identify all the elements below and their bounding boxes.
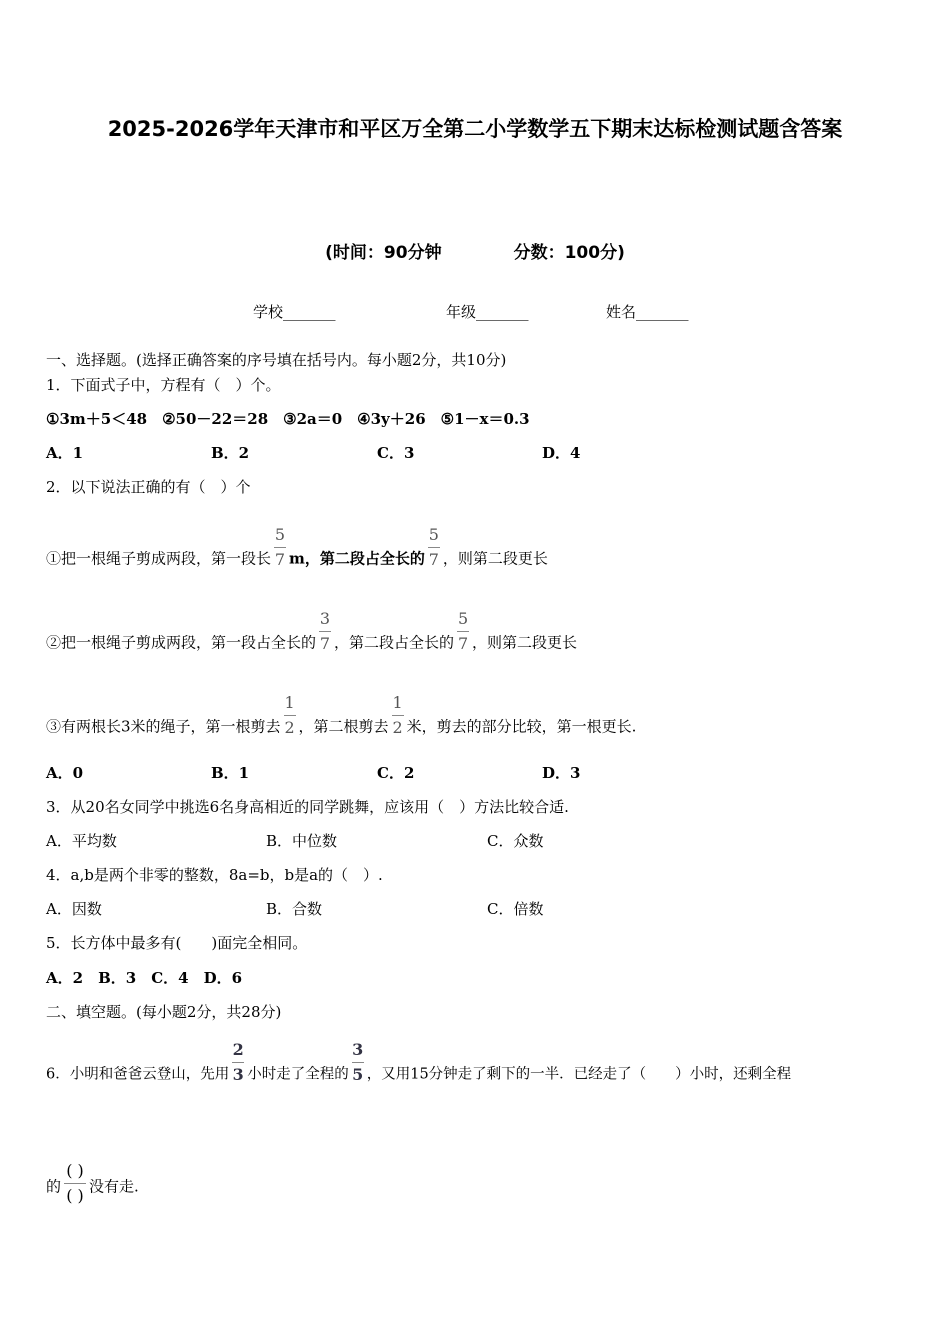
fraction bbox=[319, 609, 331, 654]
denominator: 5 bbox=[352, 1065, 364, 1084]
time-limit: (时间：90分钟 bbox=[325, 243, 442, 263]
q1-option-d[interactable]: D．4 bbox=[542, 444, 581, 462]
text: ，又用15分钟走了剩下的一半．已经走了（ ）小时，还剩全程 bbox=[366, 1066, 792, 1083]
text: 没有走. bbox=[89, 1177, 139, 1196]
denominator: 3 bbox=[232, 1065, 244, 1084]
q4-option-a[interactable]: A．因数 bbox=[46, 900, 102, 918]
text: ，第二段占全长的 bbox=[334, 633, 455, 652]
q6-line1 bbox=[46, 1040, 792, 1097]
text: m，第二段占全长的 bbox=[289, 549, 425, 568]
q3-option-b[interactable]: B．中位数 bbox=[266, 832, 338, 850]
denominator: 7 bbox=[428, 550, 439, 569]
q2-option-a[interactable]: A．0 bbox=[46, 764, 84, 782]
q3-option-a[interactable]: A．平均数 bbox=[46, 832, 117, 850]
q2-stem: 2．以下说法正确的有（ ）个 bbox=[46, 478, 251, 496]
fraction bbox=[428, 525, 440, 570]
q6-line2 bbox=[46, 1161, 139, 1210]
fraction bbox=[457, 609, 469, 654]
q4-option-b[interactable]: B．合数 bbox=[266, 900, 323, 918]
q2-option-d[interactable]: D．3 bbox=[542, 764, 581, 782]
fraction bbox=[284, 693, 296, 738]
numerator: 5 bbox=[457, 609, 469, 628]
q1-option-a[interactable]: A．1 bbox=[46, 444, 84, 462]
q2-statement-3 bbox=[46, 693, 637, 750]
section2-heading: 二、填空题。(每小题2分，共28分) bbox=[46, 1003, 282, 1021]
q3-stem: 3．从20名女同学中挑选6名身高相近的同学跳舞，应该用（ ）方法比较合适. bbox=[46, 798, 569, 816]
document-title: 2025-2026学年天津市和平区万全第二小学数学五下期末达标检测试题含答案 bbox=[107, 117, 843, 141]
text: ，第二根剪去 bbox=[298, 717, 389, 736]
q1-stem: 1．下面式子中，方程有（ ）个。 bbox=[46, 376, 281, 394]
numerator: 3 bbox=[352, 1040, 364, 1059]
q4-stem: 4．a,b是两个非零的整数，8a=b，b是a的（ ）. bbox=[46, 866, 383, 884]
text: 米，剪去的部分比较，第一根更长. bbox=[406, 717, 637, 736]
denominator: 2 bbox=[284, 718, 295, 737]
fraction bbox=[232, 1040, 244, 1085]
q5-stem: 5．长方体中最多有( )面完全相同。 bbox=[46, 934, 308, 952]
numerator: 5 bbox=[428, 525, 439, 544]
numerator: 3 bbox=[319, 609, 331, 628]
q5-options[interactable]: A．2 B．3 C．4 D．6 bbox=[46, 969, 243, 987]
text: 的 bbox=[46, 1177, 62, 1196]
text: ③有两根长3米的绳子，第一根剪去 bbox=[46, 717, 281, 736]
q1-option-b[interactable]: B．2 bbox=[211, 444, 250, 462]
numerator: 1 bbox=[284, 693, 295, 712]
q4-option-c[interactable]: C．倍数 bbox=[487, 900, 544, 918]
q2-option-b[interactable]: B．1 bbox=[211, 764, 250, 782]
q2-statement-2 bbox=[46, 609, 578, 666]
denominator: 2 bbox=[392, 718, 403, 737]
exam-meta bbox=[0, 238, 950, 263]
denominator: 7 bbox=[274, 550, 286, 569]
numerator: 2 bbox=[232, 1040, 244, 1059]
text: ②把一根绳子剪成两段，第一段占全长的 bbox=[46, 633, 317, 652]
q2-statement-1 bbox=[46, 525, 548, 582]
name-field: 姓名_______ bbox=[606, 303, 689, 321]
school-field: 学校_______ bbox=[253, 303, 336, 321]
denominator: 7 bbox=[319, 634, 331, 653]
total-score: 分数：100分) bbox=[513, 243, 625, 263]
q2-option-c[interactable]: C．2 bbox=[377, 764, 415, 782]
numerator: 1 bbox=[392, 693, 403, 712]
text: 6．小明和爸爸云登山，先用 bbox=[46, 1066, 230, 1083]
q3-option-c[interactable]: C．众数 bbox=[487, 832, 544, 850]
numerator: 5 bbox=[274, 525, 286, 544]
q1-option-c[interactable]: C．3 bbox=[377, 444, 415, 462]
numerator-blank[interactable]: ( ) bbox=[66, 1161, 84, 1180]
denominator-blank[interactable]: ( ) bbox=[66, 1186, 84, 1205]
text: ①把一根绳子剪成两段，第一段长 bbox=[46, 549, 272, 568]
q1-items: ①3m＋5＜48 ②50－22＝28 ③2a＝0 ④3y＋26 ⑤1－x＝0.3 bbox=[46, 410, 530, 428]
fraction bbox=[392, 693, 404, 738]
fraction bbox=[274, 525, 286, 570]
fraction bbox=[352, 1040, 364, 1085]
denominator: 7 bbox=[457, 634, 469, 653]
text: ，则第二段更长 bbox=[472, 633, 578, 652]
text: 小时走了全程的 bbox=[247, 1066, 349, 1083]
blank-fraction[interactable] bbox=[64, 1161, 86, 1206]
text: ，则第二段更长 bbox=[442, 549, 548, 568]
grade-field: 年级_______ bbox=[446, 303, 529, 321]
section1-heading: 一、选择题。(选择正确答案的序号填在括号内。每小题2分，共10分) bbox=[46, 351, 507, 369]
